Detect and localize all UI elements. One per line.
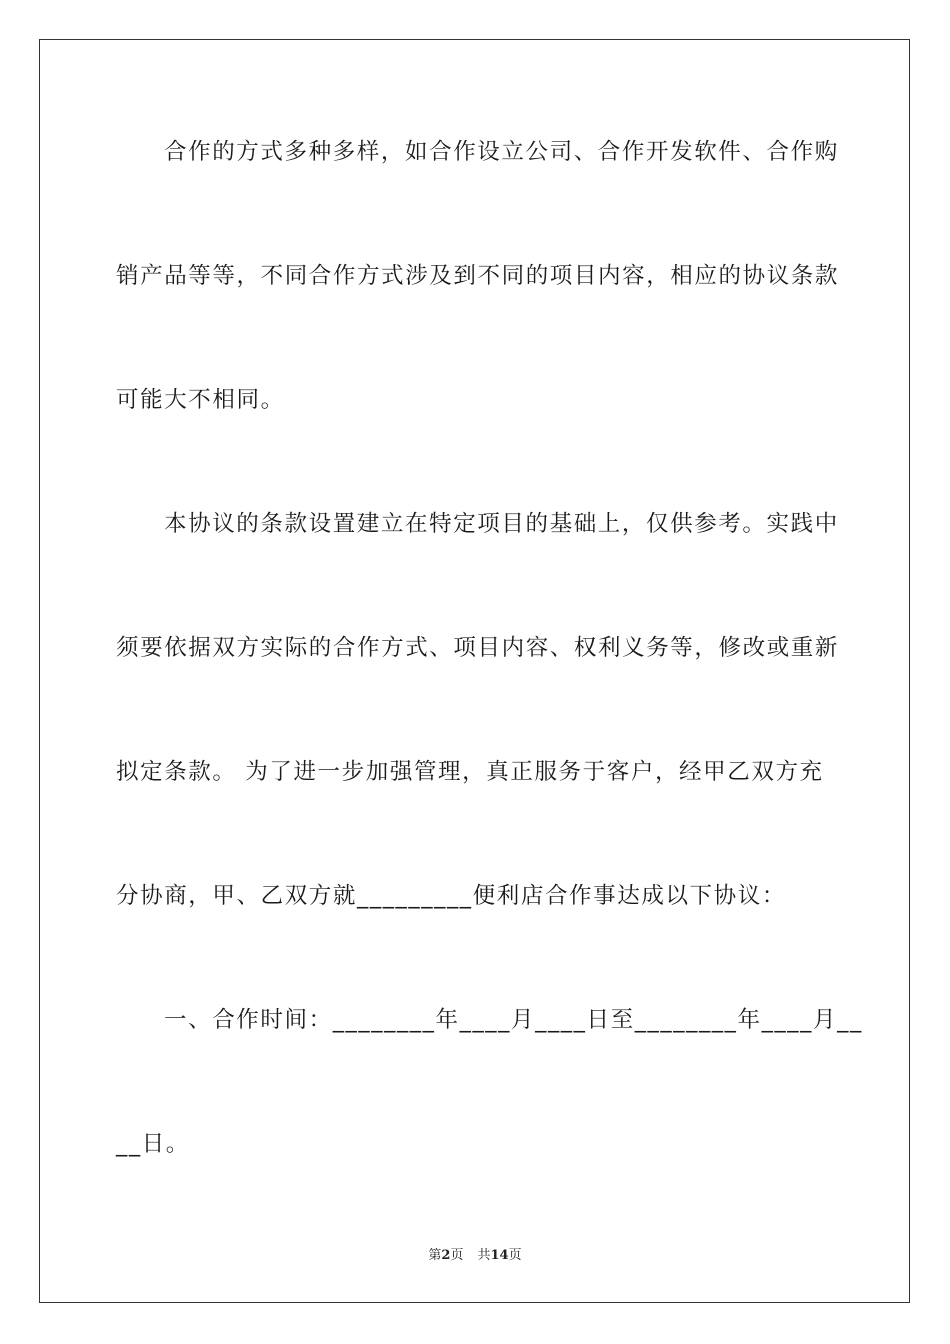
total-prefix: 共 [477, 1248, 491, 1263]
paragraph-2-line-1: 本协议的条款设置建立在特定项目的基础上，仅供参考。实践中 [164, 511, 839, 537]
clause-1-line-2: __日。 [116, 1131, 190, 1157]
total-suffix: 页 [508, 1248, 522, 1263]
page-suffix: 页 [450, 1248, 464, 1263]
clause-1-line-1: 一、合作时间：________年____月____日至________年____月__ [164, 1007, 863, 1033]
page-footer [0, 1247, 950, 1265]
page-number: 2 [441, 1248, 451, 1263]
paragraph-2-line-3: 拟定条款。 为了进一步加强管理，真正服务于客户，经甲乙双方充 [116, 759, 824, 785]
paragraph-1-line-3: 可能大不相同。 [116, 387, 285, 413]
paragraph-2-line-2: 须要依据双方实际的合作方式、项目内容、权利义务等，修改或重新 [116, 635, 840, 661]
page-prefix: 第 [428, 1248, 442, 1263]
page-border [39, 39, 910, 1303]
total-pages: 14 [490, 1248, 509, 1263]
paragraph-1-line-1: 合作的方式多种多样，如合作设立公司、合作开发软件、合作购 [164, 139, 839, 165]
paragraph-1-line-2: 销产品等等，不同合作方式涉及到不同的项目内容，相应的协议条款 [116, 263, 840, 289]
paragraph-2-line-4: 分协商，甲、乙双方就_________便利店合作事达成以下协议： [116, 883, 786, 909]
